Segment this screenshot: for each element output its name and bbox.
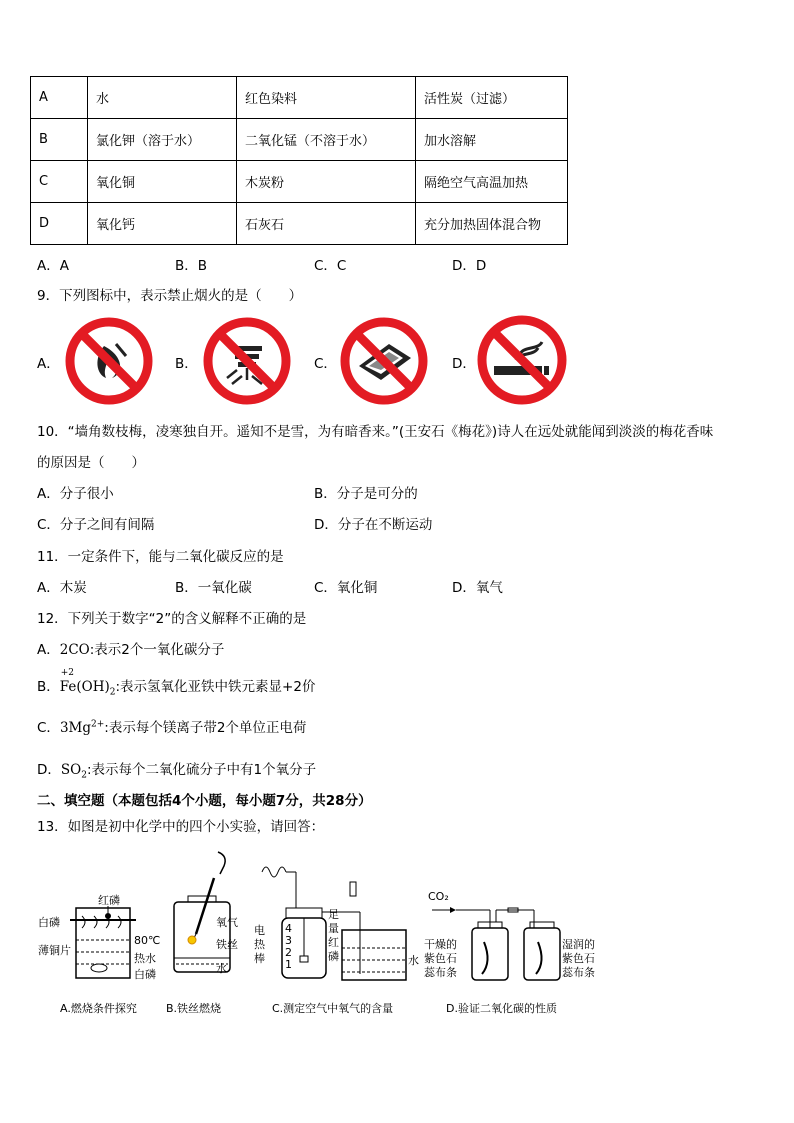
- subscript: 2: [109, 687, 116, 698]
- table-row: [31, 77, 568, 119]
- table-cell: A: [31, 77, 88, 119]
- q9-stem: 9．下列图标中，表示禁止烟火的是（ ）: [37, 288, 303, 304]
- figure-d: [420, 888, 600, 1020]
- q10-stem-line2: 的原因是（ ）: [37, 455, 145, 471]
- formula-main: 3Mg: [59, 720, 91, 736]
- q8-option-a: A．A: [37, 258, 69, 274]
- formula: [60, 720, 104, 736]
- q12-option-b: [37, 668, 316, 698]
- table-cell: 石灰石: [237, 203, 416, 245]
- q10-stem-line1: 10．“墙角数枝梅，凌寒独自开。遥知不是雪，为有暗香来。”(王安石《梅花》)诗人在远处就能闻到淡淡的梅花香味: [37, 424, 714, 440]
- explanation: :表示每个镁离子带2个单位正电荷: [104, 720, 307, 736]
- formula-main: SO: [60, 762, 82, 778]
- label-c-5: 量: [328, 922, 339, 935]
- explanation: :表示氢氧化亚铁中铁元素显+2价: [115, 679, 316, 695]
- option-prefix: C．: [37, 720, 60, 736]
- q10-option-a: A．分子很小: [37, 486, 114, 502]
- q11-stem: 11．一定条件下，能与二氧化碳反应的是: [37, 549, 284, 565]
- valence: +2: [60, 668, 75, 678]
- q11-option-a: A．木炭: [37, 580, 87, 596]
- q8-option-d: D．D: [452, 258, 487, 274]
- table-cell: 活性炭（过滤）: [416, 77, 568, 119]
- table-cell: 加水溶解: [416, 119, 568, 161]
- label-c-8: 水: [408, 954, 419, 967]
- q9-label-b: B．: [175, 356, 198, 372]
- formula-main: Fe(OH): [59, 679, 110, 695]
- q11-option-c: C．氧化铜: [314, 580, 378, 596]
- table-cell: 氯化钾（溶于水）: [88, 119, 237, 161]
- label-c-12: 1: [285, 958, 292, 971]
- q13-stem: 13．如图是初中化学中的四个小实验，请回答：: [37, 819, 325, 835]
- label-cloth-strip-2: 蕊布条: [562, 966, 595, 979]
- label-c-1: 电: [254, 924, 265, 937]
- table-cell: 氧化钙: [88, 203, 237, 245]
- options-table: [30, 76, 568, 245]
- label-c-11: 2: [285, 946, 292, 959]
- caption-b: B.铁丝燃烧: [166, 1002, 222, 1015]
- caption-a: A.燃烧条件探究: [60, 1002, 137, 1015]
- q12-option-d: [37, 758, 316, 781]
- table-cell: 氧化铜: [88, 161, 237, 203]
- label-dry: 干燥的: [424, 938, 457, 951]
- no-fireworks-sign-icon: [202, 316, 292, 406]
- q12-option-a: [37, 638, 224, 658]
- label-hot-water: 热水: [134, 952, 156, 965]
- q10-option-c: C．分子之间有间隔: [37, 517, 155, 533]
- q9-label-c: C．: [314, 356, 337, 372]
- label-oxygen: 氧气: [216, 916, 238, 929]
- label-white-phosphorus-2: 白磷: [134, 968, 156, 981]
- table-cell: 充分加热固体混合物: [416, 203, 568, 245]
- label-red-phosphorus: 红磷: [98, 894, 120, 907]
- label-copper-sheet: 薄铜片: [38, 944, 71, 957]
- q12-option-c: [37, 716, 306, 736]
- table-cell: B: [31, 119, 88, 161]
- table-cell: 水: [88, 77, 237, 119]
- table-cell: 二氧化锰（不溶于水）: [237, 119, 416, 161]
- table-cell: 木炭粉: [237, 161, 416, 203]
- table-cell: 隔绝空气高温加热: [416, 161, 568, 203]
- figure-c: [250, 852, 425, 1020]
- label-c-9: 4: [285, 922, 292, 935]
- label-c-10: 3: [285, 934, 292, 947]
- q12-stem: 12．下列关于数字“2”的含义解释不正确的是: [37, 611, 307, 627]
- label-wet: 湿润的: [562, 938, 595, 951]
- table-row: [31, 161, 568, 203]
- q8-option-b: B．B: [175, 258, 208, 274]
- q9-label-a: A．: [37, 356, 60, 372]
- explanation: :表示每个二氧化硫分子中有1个氧分子: [86, 762, 317, 778]
- q11-option-d: D．氧气: [452, 580, 503, 596]
- q10-option-d: D．分子在不断运动: [314, 517, 433, 533]
- q8-option-c: C．C: [314, 258, 347, 274]
- table-cell: 红色染料: [237, 77, 416, 119]
- option-prefix: A．: [37, 642, 60, 658]
- caption-c: C.测定空气中氧气的含量: [272, 1002, 394, 1015]
- option-prefix: D．: [37, 762, 61, 778]
- table-row: [31, 119, 568, 161]
- label-c-4: 足: [328, 908, 339, 921]
- subscript: 2: [81, 770, 87, 781]
- table-cell: D: [31, 203, 88, 245]
- label-white-phosphorus: 白磷: [38, 916, 60, 929]
- explanation: :表示2个一氧化碳分子: [89, 642, 225, 658]
- no-fire-sign-icon: [64, 316, 154, 406]
- formula: [60, 762, 87, 781]
- figure-a: [36, 880, 161, 1020]
- label-cloth-strip: 蕊布条: [424, 966, 457, 979]
- no-smoking-sign-icon: [476, 314, 568, 406]
- label-iron-wire: 铁丝: [216, 938, 238, 951]
- label-purple-litmus-2: 紫色石: [562, 952, 595, 965]
- option-prefix: B．: [37, 679, 60, 695]
- section-title: 二、填空题（本题包括4个小题，每小题7分，共28分）: [37, 793, 372, 809]
- label-c-6: 红: [328, 936, 339, 949]
- q11-option-b: B．一氧化碳: [175, 580, 252, 596]
- formula: [59, 668, 116, 698]
- superscript: 2+: [91, 719, 105, 730]
- label-c-7: 磷: [328, 950, 339, 963]
- label-purple-litmus: 紫色石: [424, 952, 457, 965]
- table-cell: C: [31, 161, 88, 203]
- label-co2: CO₂: [428, 890, 449, 903]
- q9-label-d: D．: [452, 356, 476, 372]
- label-water: 水: [216, 962, 227, 975]
- label-c-3: 棒: [254, 952, 265, 965]
- label-c-2: 热: [254, 938, 265, 951]
- label-temperature: 80℃: [134, 934, 161, 947]
- no-matches-sign-icon: [339, 316, 429, 406]
- q10-option-b: B．分子是可分的: [314, 486, 418, 502]
- caption-d: D.验证二氧化碳的性质: [446, 1002, 557, 1015]
- formula: 2CO: [59, 642, 90, 658]
- table-row: [31, 203, 568, 245]
